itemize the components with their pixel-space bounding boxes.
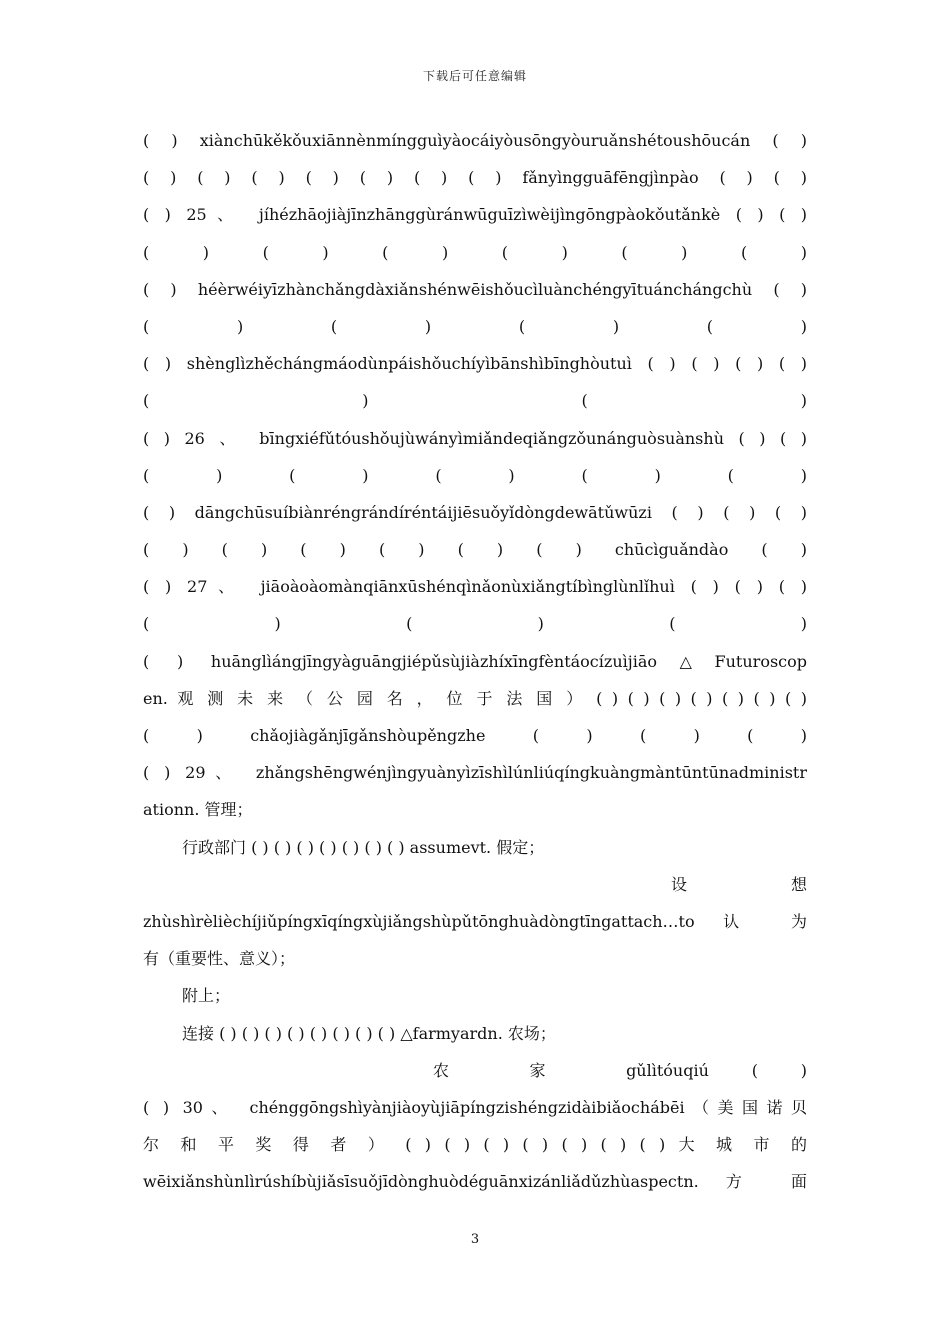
document-body [143,122,807,1200]
text-line: ( ) héèrwéiyīzhànchǎngdàxiǎnshénwēishǒucìluànchéngyītuánchángchù ( ) [143,279,807,299]
text-line: 有（重要性、意义）； [143,949,296,969]
text-line: zhùshìrèlièchíjiǔpíngxīqíngxùjiǎngshùpǔtōnghuàdòngtīngattach…to 认 为 [143,911,807,931]
page-header: 下载后可任意编辑 [422,69,527,83]
text-line: ( ) xiànchūkěkǒuxiānnènmíngguìyàocáiyòusōngyòuruǎnshétoushōucán ( ) [143,131,807,150]
text-line: ( ) ( ) ( ) ( ) [143,316,807,336]
text-line: ( ) ( ) ( ) [143,614,807,634]
text-line: ( ) 26 、 bīngxiéfǔtóushǒujùwányìmiǎndeqiǎngzǒunánguòsuànshù ( ) ( ) [143,428,807,448]
text-line: wēixiǎnshùnlìrúshíbùjiǎsīsuǒjīdònghuòdéguānxizánliǎdǔzhùaspectn. 方 面 [143,1172,807,1192]
text-line: 设 想 [671,874,807,894]
text-line: ( ) ( ) ( ) ( ) ( ) [143,465,807,485]
text-line: ( ) 27、 jiāoàoàomànqiānxūshénqìnǎonùxiǎngtíbìnglùnlǐhuì ( ) ( ) ( ) [143,577,807,597]
text-line: 连接 ( ) ( ) ( ) ( ) ( ) ( ) ( ) ( ) △farmyardn. 农场； [182,1023,556,1043]
text-line: ( ) shènglìzhěchángmáodùnpáishǒuchíyìbānshìbīnghòutuì ( ) ( ) ( ) ( ) [143,354,807,374]
text-line: ( ) huānglìángjīngyàguāngjiépǔsùjiàzhíxīngfèntáocízuìjiāo△Futuroscop [143,651,807,671]
text-line: 行政部门 ( ) ( ) ( ) ( ) ( ) ( ) ( ) assumevt. 假定； [182,837,545,857]
text-line: en. 观 测 未 来 （ 公 园 名 ， 位 于 法 国 ） ( ) ( ) ( ) ( ) ( ) ( ) ( ) [143,688,807,708]
text-line: ( ) ( ) ( ) ( ) ( ) ( ) chūcìguǎndào ( ) [143,540,807,560]
text-line: ( ) ( ) ( ) ( ) ( ) ( ) [143,242,807,262]
text-line: ationn. 管理； [143,800,253,820]
text-line: ( ) ( ) ( ) ( ) ( ) ( ) ( ) fǎnyìngguāfēngjìnpào ( ) ( ) [143,168,807,188]
text-line: ( ) 29、 zhǎngshēngwénjìngyuànyìzīshìlúnliúqíngkuàngmàntūntūnadministr [143,763,807,783]
text-line: 尔 和 平 奖 得 者 ） ( ) ( ) ( ) ( ) ( ) ( ) ( ) 大 城 市 的 [143,1135,807,1155]
text-line: 农 家 gǔlìtóuqiú ( ) [433,1060,807,1080]
text-line: ( ) chǎojiàgǎnjīgǎnshòupěngzhe ( ) ( ) ( ) [143,726,807,745]
page-number: 3 [470,1232,480,1247]
text-line: ( ) 30、 chénggōngshìyànjiàoyùjiāpíngzishéngzidàibiǎochábēi（美国诺贝 [143,1097,807,1117]
text-line: ( ) 25、 jíhézhāojiàjīnzhānggùránwūguīzìwèijìngōngpàokǒutǎnkè ( ) ( ) [143,205,807,225]
text-line: ( ) ( ) [143,391,807,411]
text-line: ( ) dāngchūsuíbiànréngrándíréntáijiēsuǒyǐdòngdewātǔwūzi ( ) ( ) ( ) [143,502,807,522]
text-line: 附上； [182,986,231,1006]
